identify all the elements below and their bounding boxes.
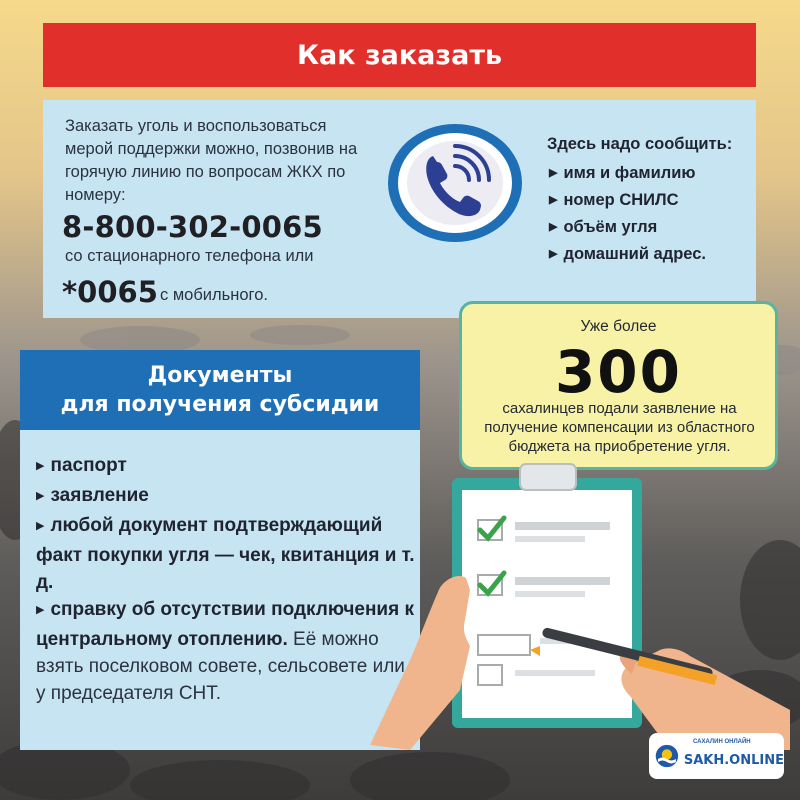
- bullet-arrow-icon: ▶: [36, 604, 45, 616]
- list-item: ▶ любой документ подтверждающий факт покупки угля — чек, квитанция и т. д.: [36, 515, 415, 593]
- list-item: ▶ заявление: [36, 485, 149, 506]
- logo-badge-icon: [655, 740, 679, 772]
- info-heading: Здесь надо сообщить:: [547, 135, 733, 153]
- logo-tagline: САХАЛИН ОНЛАЙН: [693, 739, 751, 745]
- clipboard-checklist-illustration: [370, 460, 790, 750]
- clipboard-clip: [520, 464, 576, 490]
- bullet-arrow-icon: ▶: [36, 520, 45, 532]
- list-item: ▶ паспорт: [36, 455, 127, 476]
- sakh-online-logo: [649, 733, 784, 779]
- title-banner: [43, 23, 756, 87]
- list-item: ▶ объём угля: [549, 218, 658, 236]
- mobile-short-code: *0065: [62, 275, 158, 309]
- list-item: ▶ домашний адрес.: [549, 245, 707, 263]
- list-item: ▶ справку об отсутствии подключения к центральному отоплению. Её можно взять поселковом совете, сельсовете или у председателя СНТ.: [36, 599, 414, 704]
- hotline-phone-number: 8-800-302-0065: [62, 210, 323, 244]
- bullet-arrow-icon: ▶: [549, 221, 558, 233]
- order-intro-text: Заказать уголь и воспользоваться мерой поддержки можно, позвонив на горячую линию по вопросам ЖКХ по номеру:: [65, 117, 358, 204]
- bullet-arrow-icon: ▶: [36, 460, 45, 472]
- list-item: ▶ имя и фамилию: [549, 164, 696, 182]
- bullet-arrow-icon: ▶: [549, 248, 558, 260]
- page-title: Как заказать: [296, 39, 503, 71]
- bullet-arrow-icon: ▶: [549, 167, 558, 179]
- documents-header: [20, 350, 420, 430]
- bullet-arrow-icon: ▶: [36, 490, 45, 502]
- phone-call-icon: [385, 122, 525, 244]
- landline-note: со стационарного телефона или: [65, 247, 314, 265]
- statistic-prefix: Уже более: [580, 318, 657, 335]
- mobile-note: с мобильного.: [160, 286, 268, 304]
- info-list: [549, 161, 706, 269]
- list-item: ▶ номер СНИЛС: [549, 191, 679, 209]
- documents-title-line1: Документы: [147, 363, 293, 388]
- documents-title-line2: для получения субсидии: [60, 392, 380, 417]
- statistic-number: 300: [554, 338, 683, 406]
- documents-list: [36, 452, 416, 707]
- bullet-arrow-icon: ▶: [549, 194, 558, 206]
- statistic-caption: сахалинцев подали заявление на получение компенсации из областного бюджета на приобретение угля.: [484, 400, 755, 455]
- logo-text: SAKH.ONLINE: [683, 752, 784, 768]
- documents-note: Её можно взять поселковом совете, сельсовете или у председателя СНТ.: [36, 629, 405, 704]
